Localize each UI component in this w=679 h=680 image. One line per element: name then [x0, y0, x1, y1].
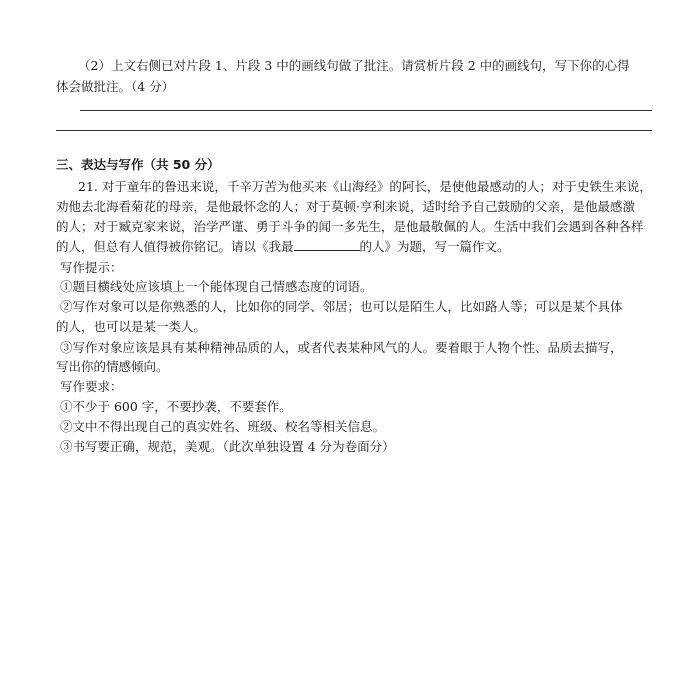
tip-3: ③写作对象应该是具有某种精神品质的人，或者代表某种风气的人。要着眼于人物个性、品质去描写，: [60, 340, 623, 355]
requirement-1: ①不少于 600 字，不要抄袭，不要套作。: [60, 399, 292, 414]
tips-label: 写作提示：: [60, 260, 123, 275]
answer-line-2: [56, 130, 652, 131]
question-2-line-1: （2）上文右侧已对片段 1、片段 3 中的画线句做了批注。请赏析片段 2 中的画线句，写下你的心得: [78, 58, 630, 73]
title-blank: [294, 237, 360, 251]
question-21-line-1: 21. 对于童年的鲁迅来说，千辛万苦为他买来《山海经》的阿长，是使他最感动的人；对于史铁生来说，: [78, 179, 652, 194]
answer-line-1: [80, 110, 652, 111]
requirement-3: ③书写要正确，规范，美观。（此次单独设置 4 分为卷面分）: [60, 439, 395, 454]
tip-1: ①题目横线处应该填上一个能体现自己情感态度的词语。: [60, 279, 373, 294]
question-21-line-3: 的人；对于臧克家来说，治学严谨、勇于斗争的闻一多先生，是他最敬佩的人。生活中我们会遇到各种各样: [56, 219, 644, 234]
question-21-line-4-start: 的人，但总有人值得被你铭记。请以《我最: [56, 239, 294, 254]
question-2-line-2: 体会做批注。（4 分）: [56, 79, 175, 94]
requirement-2: ②文中不得出现自己的真实姓名、班级、校名等相关信息。: [60, 419, 386, 434]
question-21-line-4-end: 的人》为题，写一篇作文。: [359, 239, 510, 254]
requirements-label: 写作要求：: [60, 379, 123, 394]
question-21-line-4: [56, 237, 656, 257]
tip-2-cont: 的人，也可以是某一类人。: [56, 319, 207, 334]
tip-2: ②写作对象可以是你熟悉的人，比如你的同学、邻居；也可以是陌生人，比如路人等；可以是某个具体: [60, 299, 623, 314]
tip-3-cont: 写出你的情感倾向。: [56, 359, 169, 374]
section-3-heading: 三、表达与写作（共 50 分）: [56, 157, 220, 172]
question-21-line-2: 劝他去北海看菊花的母亲，是他最怀念的人；对于莫顿·亨利来说，适时给予自己鼓励的父亲，是他最感激: [56, 199, 635, 214]
